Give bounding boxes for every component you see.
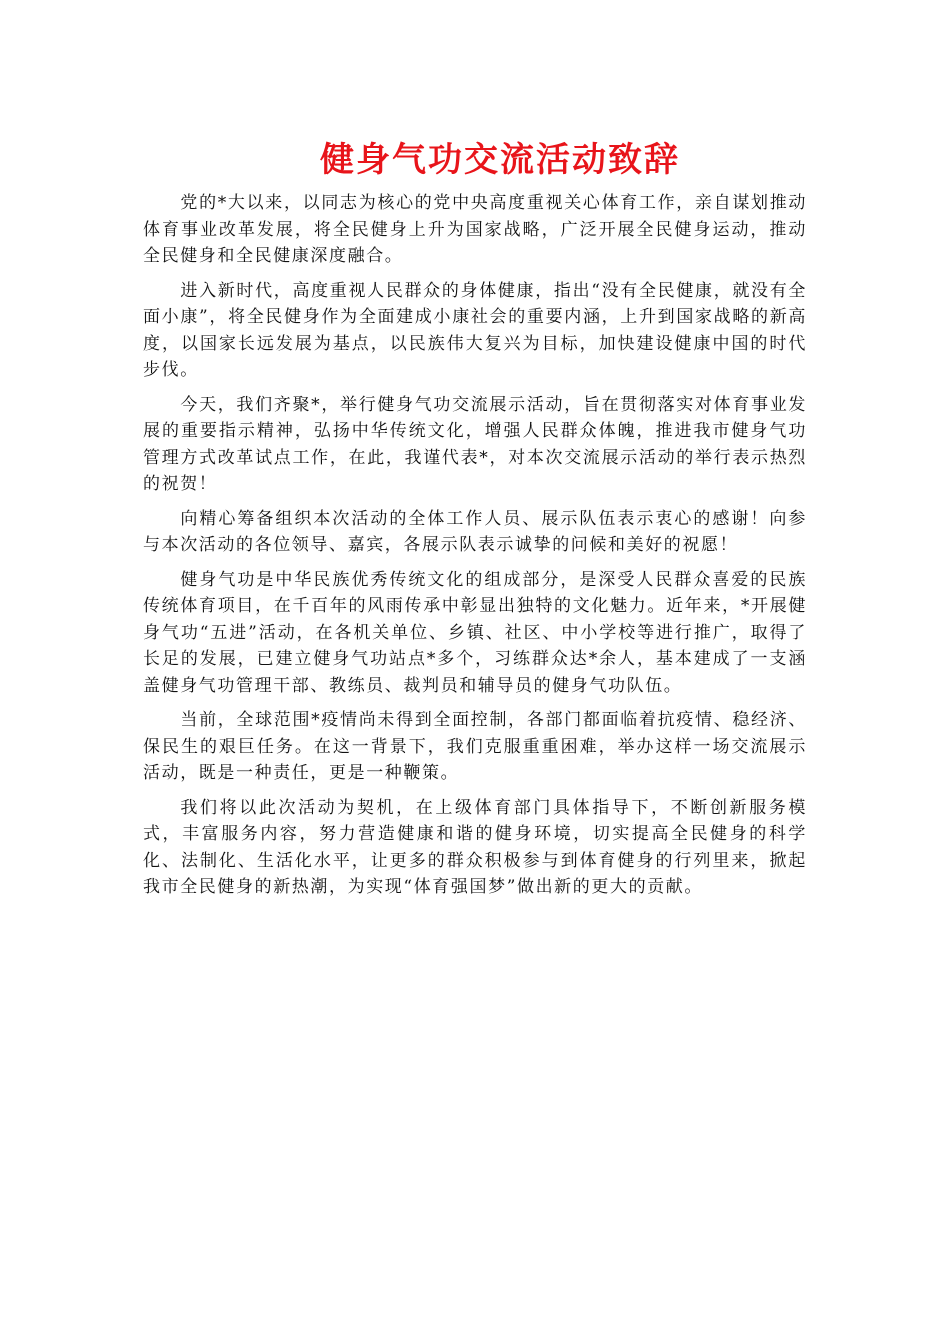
paragraph-6: 当前，全球范围*疫情尚未得到全面控制，各部门都面临着抗疫情、稳经济、保民生的艰巨任务。在这一背景下，我们克服重重困难，举办这样一场交流展示活动，既是一种责任，更是一种鞭策。 — [143, 710, 807, 783]
document-title: 健身气功交流活动致辞 — [320, 140, 680, 180]
paragraph-3: 今天，我们齐聚*，举行健身气功交流展示活动，旨在贯彻落实对体育事业发展的重要指示精神，弘扬中华传统文化，增强人民群众体魄，推进我市健身气功管理方式改革试点工作，在此，我谨代表*，对本次交流展示活动的举行表示热烈的祝贺！ — [143, 394, 807, 494]
paragraph-2: 进入新时代，高度重视人民群众的身体健康，指出“没有全民健康，就没有全面小康”，将全民健身作为全面建成小康社会的重要内涵，上升到国家战略的新高度，以国家长远发展为基点，以民族伟大复兴为目标，加快建设健康中国的时代步伐。 — [143, 280, 807, 380]
paragraph-4: 向精心筹备组织本次活动的全体工作人员、展示队伍表示衷心的感谢！向参与本次活动的各位领导、嘉宾，各展示队表示诚挚的问候和美好的祝愿！ — [143, 508, 807, 555]
document-body — [143, 190, 807, 909]
paragraph-7: 我们将以此次活动为契机，在上级体育部门具体指导下，不断创新服务模式，丰富服务内容，努力营造健康和谐的健身环境，切实提高全民健身的科学化、法制化、生活化水平，让更多的群众积极参与到体育健身的行列里来，掀起我市全民健身的新热潮，为实现“体育强国梦”做出新的更大的贡献。 — [143, 797, 807, 897]
paragraph-5: 健身气功是中华民族优秀传统文化的组成部分，是深受人民群众喜爱的民族传统体育项目，在千百年的风雨传承中彰显出独特的文化魅力。近年来，*开展健身气功“五进”活动，在各机关单位、乡镇、社区、中小学校等进行推广，取得了长足的发展，已建立健身气功站点*多个，习练群众达*余人，基本建成了一支涵盖健身气功管理干部、教练员、裁判员和辅导员的健身气功队伍。 — [143, 569, 807, 696]
paragraph-1: 党的*大以来，以同志为核心的党中央高度重视关心体育工作，亲自谋划推动体育事业改革发展，将全民健身上升为国家战略，广泛开展全民健身运动，推动全民健身和全民健康深度融合。 — [143, 193, 807, 266]
